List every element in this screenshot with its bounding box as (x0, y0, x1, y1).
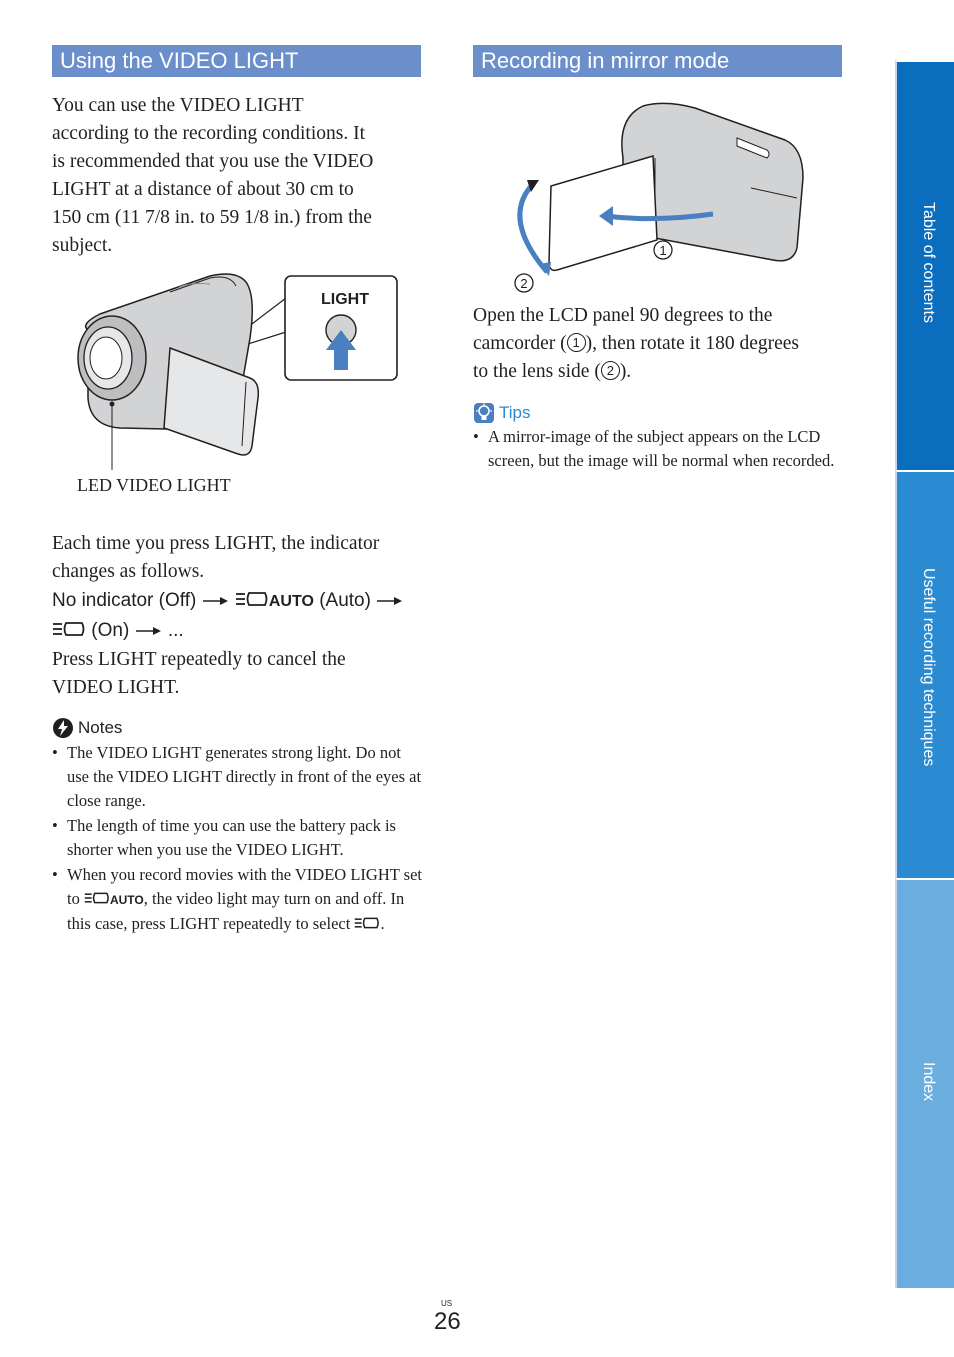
text-part: to the lens side ( (473, 361, 601, 382)
page-locale: US (441, 1299, 453, 1308)
tips-list (473, 425, 843, 474)
lightbulb-icon (473, 402, 495, 424)
light-button-label: LIGHT (321, 291, 369, 308)
tips-heading (473, 402, 531, 424)
notes-heading (52, 717, 122, 739)
tab-label: Table of contents (920, 202, 937, 323)
text-line: changes as follows. (52, 561, 205, 582)
text-line: according to the recording conditions. It (52, 123, 365, 144)
text-line: You can use the VIDEO LIGHT (52, 95, 304, 116)
text-line: Press LIGHT repeatedly to cancel the (52, 649, 346, 670)
text-part: ). (619, 361, 632, 382)
auto-icon-text: AUTO (268, 593, 314, 610)
seq-ellipsis: ... (167, 620, 184, 641)
video-light-icon (354, 916, 380, 930)
text-line: Open the LCD panel 90 degrees to the (473, 305, 773, 326)
intro-paragraph (52, 92, 373, 260)
marker-2: 2 (520, 276, 528, 291)
text-line (473, 358, 799, 386)
text-line: is recommended that you use the VIDEO (52, 151, 374, 172)
text-line: subject. (52, 235, 113, 256)
tab-label: Useful recording techniques (920, 568, 937, 767)
notes-label: Notes (78, 718, 123, 737)
indicator-sequence (52, 586, 404, 617)
arrow-right-icon (202, 595, 230, 607)
video-light-icon (52, 620, 86, 638)
tab-label: Index (920, 1062, 937, 1102)
arrow-right-icon (376, 595, 404, 607)
page-number: 26 (434, 1308, 461, 1335)
led-light-caption: LED VIDEO LIGHT (77, 475, 231, 495)
seq-off: No indicator (Off) (52, 590, 197, 611)
step-marker: 2 (601, 361, 620, 380)
auto-icon-text: AUTO (109, 893, 144, 907)
section-heading-mirror-mode: Recording in mirror mode (473, 45, 842, 77)
section-heading-video-light: Using the VIDEO LIGHT (52, 45, 421, 77)
text-part: camcorder ( (473, 333, 567, 354)
text-line: 150 cm (11 7/8 in. to 59 1/8 in.) from the (52, 207, 372, 228)
seq-auto: (Auto) (319, 590, 371, 611)
marker-1: 1 (659, 243, 667, 258)
list-item (52, 863, 422, 936)
indicator-sequence-cont (52, 616, 184, 646)
notes-icon (52, 717, 74, 739)
video-light-icon (235, 590, 269, 608)
mirror-instructions (473, 302, 799, 386)
list-item: • The length of time you can use the battery pack is shorter when you use the VIDEO LIGHT. (52, 814, 422, 862)
tab-table-of-contents[interactable] (895, 60, 954, 470)
list-item: • A mirror-image of the subject appears on the LCD screen, but the image will be normal when recorded. (473, 425, 843, 473)
note3-part1: When you record movies with the VIDEO LIGHT set to (67, 865, 422, 908)
notes-list (52, 741, 422, 937)
list-item: • The VIDEO LIGHT generates strong light. Do not use the VIDEO LIGHT directly in front of the eyes at close range. (52, 741, 422, 813)
arrow-right-icon (135, 625, 163, 637)
tab-index[interactable] (895, 878, 954, 1288)
tips-label: Tips (499, 403, 531, 422)
press-paragraph (52, 530, 379, 586)
note3-part2: , the video light may turn on and off. In this case, press LIGHT repeatedly to select (67, 889, 405, 933)
cancel-paragraph (52, 646, 346, 702)
step-marker: 1 (567, 333, 586, 352)
text-line: VIDEO LIGHT. (52, 677, 180, 698)
text-part: ), then rotate it 180 degrees (585, 333, 799, 354)
video-light-icon (84, 891, 110, 905)
mirror-mode-illustration (505, 98, 815, 298)
seq-on: (On) (91, 620, 130, 641)
text-line: LIGHT at a distance of about 30 cm to (52, 179, 354, 200)
text-line: Each time you press LIGHT, the indicator (52, 533, 380, 554)
tab-useful-recording-techniques[interactable] (895, 470, 954, 878)
text-line (473, 330, 799, 358)
camcorder-led-illustration (60, 268, 410, 473)
note3-part3: . (380, 914, 385, 933)
